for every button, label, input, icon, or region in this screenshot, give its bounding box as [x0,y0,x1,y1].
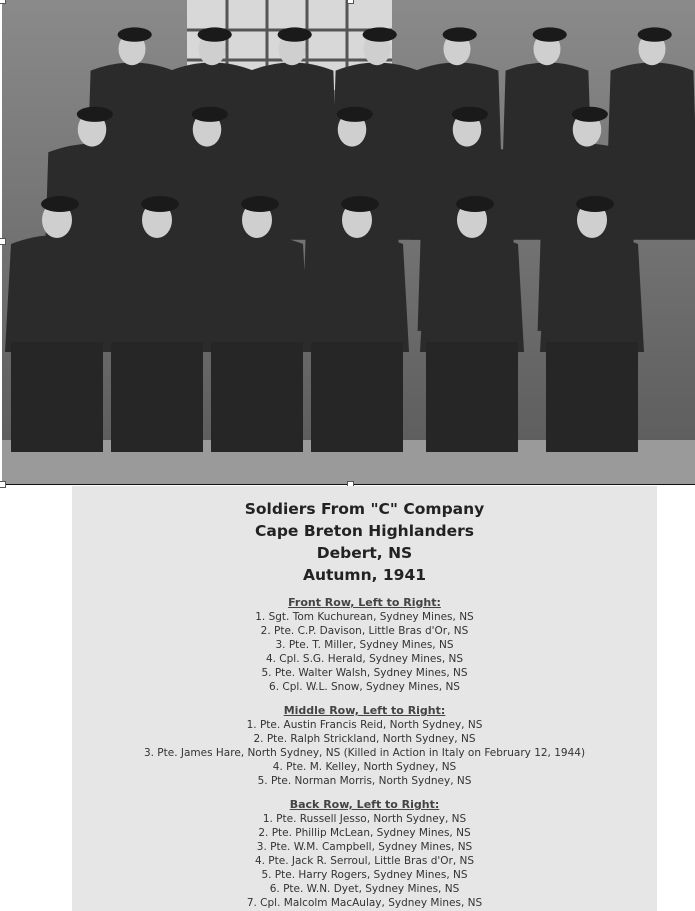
front-row-section [72,596,657,694]
resize-handle-bottom-left[interactable] [0,481,6,488]
list-item: 2. Pte. Phillip McLean, Sydney Mines, NS [258,827,471,839]
list-item: 4. Cpl. S.G. Herald, Sydney Mines, NS [265,653,464,665]
caption-card [72,486,657,911]
title-line: Autumn, 1941 [302,566,427,584]
section-heading: Front Row, Left to Right: [288,596,441,609]
title-line: Debert, NS [316,544,413,562]
photo-illustration [2,0,695,484]
list-item: 6. Pte. W.N. Dyet, Sydney Mines, NS [269,883,460,895]
middle-row-section [72,704,657,788]
list-item: 7. Cpl. Malcolm MacAulay, Sydney Mines, NS [246,897,483,909]
group-photo[interactable] [2,0,695,485]
list-item: 4. Pte. M. Kelley, North Sydney, NS [272,761,457,773]
resize-handle-middle-left[interactable] [0,238,6,245]
title-line: Soldiers From "C" Company [244,500,485,518]
section-heading: Middle Row, Left to Right: [283,704,446,717]
list-item: 1. Sgt. Tom Kuchurean, Sydney Mines, NS [255,611,474,623]
back-row-section [72,798,657,910]
section-heading: Back Row, Left to Right: [289,798,440,811]
title-line: Cape Breton Highlanders [255,522,474,540]
list-item: 2. Pte. Ralph Strickland, North Sydney, NS [253,733,476,745]
list-item: 6. Cpl. W.L. Snow, Sydney Mines, NS [269,681,460,693]
list-item: 3. Pte. W.M. Campbell, Sydney Mines, NS [256,841,473,853]
caption-title [72,498,657,586]
list-item: 5. Pte. Walter Walsh, Sydney Mines, NS [261,667,468,679]
list-item: 5. Pte. Harry Rogers, Sydney Mines, NS [261,869,468,881]
list-item: 1. Pte. Austin Francis Reid, North Sydney, NS [246,719,483,731]
list-item: 1. Pte. Russell Jesso, North Sydney, NS [262,813,467,825]
list-item: 5. Pte. Norman Morris, North Sydney, NS [257,775,472,787]
resize-handle-top-left[interactable] [0,0,6,4]
list-item: 2. Pte. C.P. Davison, Little Bras d'Or, NS [260,625,469,637]
list-item: 4. Pte. Jack R. Serroul, Little Bras d'Or, NS [254,855,475,867]
list-item: 3. Pte. James Hare, North Sydney, NS (Killed in Action in Italy on February 12, 1944) [143,747,586,759]
resize-handle-top-center[interactable] [347,0,354,4]
list-item: 3. Pte. T. Miller, Sydney Mines, NS [275,639,454,651]
